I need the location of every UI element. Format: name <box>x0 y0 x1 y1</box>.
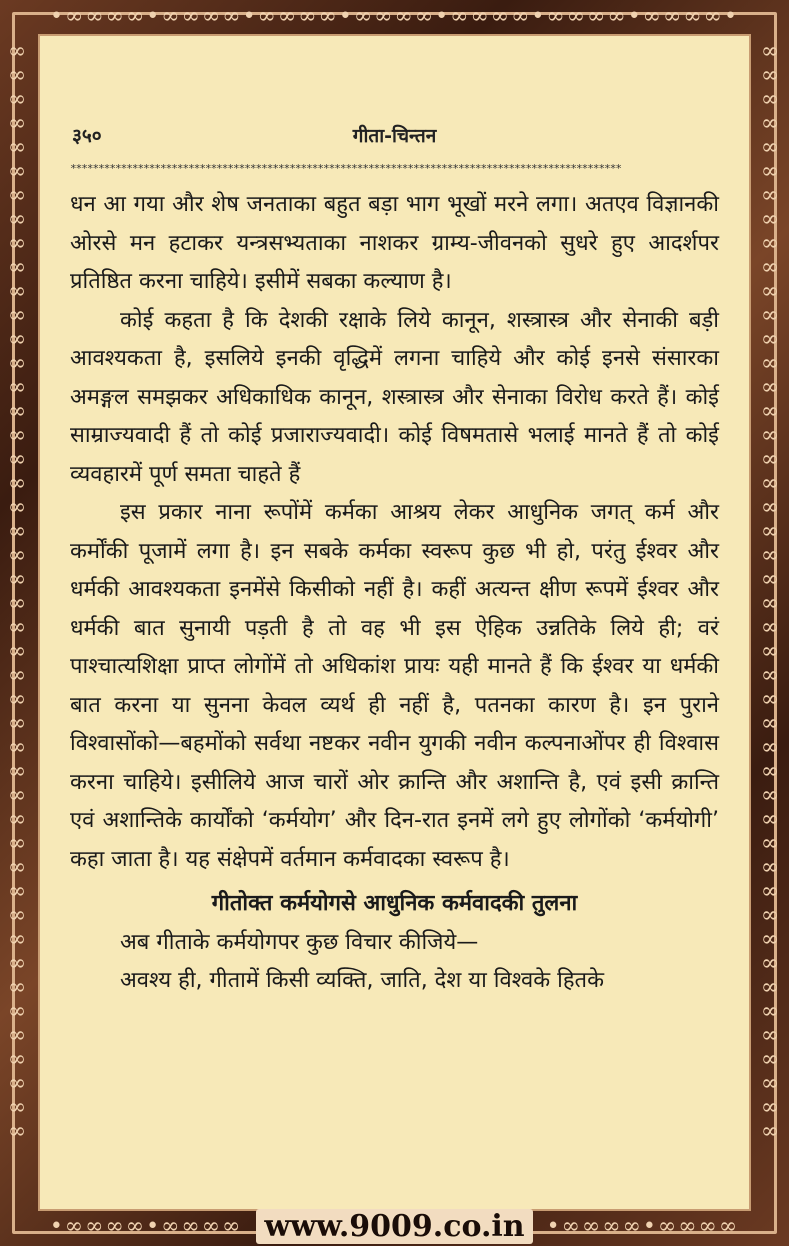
section-heading: गीतोक्त कर्मयोगसे आधुनिक कर्मवादकी तुलना <box>211 891 578 916</box>
book-page <box>38 34 751 1211</box>
paragraph-3: इस प्रकार नाना रूपोंमें कर्मका आश्रय लेकर आधुनिक जगत् कर्म और कर्मोंकी पूजामें लगा है। इन सबके कर्मका स्वरूप कुछ भी हो, परंतु ईश्वर और धर्मकी आवश्यकता इनमेंसे किसीको नहीं है। कहीं अत्यन्त क्षीण रूपमें ईश्वर और धर्मकी बात सुनायी पड़ती है तो वह भी इस ऐहिक उन्नतिके लिये ही; वरं पाश्चात्यशिक्षा प्राप्त लोगोंमें तो अधिकांश प्रायः यही मानते हैं कि ईश्वर या धर्मकी बात करना या सुनना केवल व्यर्थ ही नहीं है, पतनका कारण है। इन पुराने विश्वासोंको—बहमोंको सर्वथा नष्टकर नवीन युगकी नवीन कल्पनाओंपर ही विश्वास करना चाहिये। इसीलिये आज चारों ओर क्रान्ति और अशान्ति है, एवं इसी क्रान्ति एवं अशान्तिके कार्योंको ‘कर्मयोग’ और दिन-रात इनमें लगे हुए लोगोंको ‘कर्मयोगी’ कहा जाता है। यह संक्षेपमें वर्तमान कर्मवादका स्वरूप है। <box>70 500 719 872</box>
paragraph-2: कोई कहता है कि देशकी रक्षाके लिये कानून, शस्त्रास्त्र और सेनाकी बड़ी आवश्यकता है, इसलिये इनकी वृद्धिमें लगना चाहिये और कोई इनसे संसारका अमङ्गल समझकर अधिकाधिक कानून, शस्त्रास्त्र और सेनाका विरोध करते हैं। कोई साम्राज्यवादी हैं तो कोई प्रजाराज्यवादी। कोई विषमतासे भलाई मानते हैं तो कोई व्यवहारमें पूर्ण समता चाहते हैं <box>70 307 719 487</box>
page-header <box>72 122 717 152</box>
footer-band <box>20 1208 769 1244</box>
left-ornament-border: ∞∞∞∞∞∞∞∞∞∞∞∞∞∞∞∞∞∞∞∞∞∞∞∞∞∞∞∞∞∞∞∞∞∞∞∞∞∞∞∞∞∞∞∞∞∞ <box>7 40 29 1144</box>
right-ornament-border: ∞∞∞∞∞∞∞∞∞∞∞∞∞∞∞∞∞∞∞∞∞∞∞∞∞∞∞∞∞∞∞∞∞∞∞∞∞∞∞∞∞∞∞∞∞∞ <box>760 40 782 1144</box>
page-body <box>70 186 719 1001</box>
running-title: गीता-चिन्तन <box>352 125 437 147</box>
star-rule-divider: ************************************************************************************************** <box>70 162 622 175</box>
paragraph-1: धन आ गया और शेष जनताका बहुत बड़ा भाग भूखों मरने लगा। अतएव विज्ञानकी ओरसे मन हटाकर यन्त्रसभ्यताका नाशकर ग्राम्य-जीवनको सुधरे हुए आदर्शपर प्रतिष्ठित करना चाहिये। इसीमें सबका कल्याण है। <box>70 192 719 294</box>
page-number: ३५० <box>72 125 102 147</box>
paragraph-5: अवश्य ही, गीतामें किसी व्यक्ति, जाति, देश या विश्वके हितके <box>120 968 604 993</box>
footer-ornament-left: •∞∞∞∞•∞∞∞∞ <box>49 1213 243 1239</box>
footer-ornament-right: •∞∞∞∞•∞∞∞∞ <box>546 1213 740 1239</box>
top-ornament-border: •∞∞∞∞•∞∞∞∞•∞∞∞∞•∞∞∞∞•∞∞∞∞•∞∞∞∞•∞∞∞∞• <box>50 4 739 29</box>
paragraph-4: अब गीताके कर्मयोगपर कुछ विचार कीजिये— <box>120 929 479 955</box>
website-url[interactable]: www.9009.co.in <box>256 1209 532 1244</box>
